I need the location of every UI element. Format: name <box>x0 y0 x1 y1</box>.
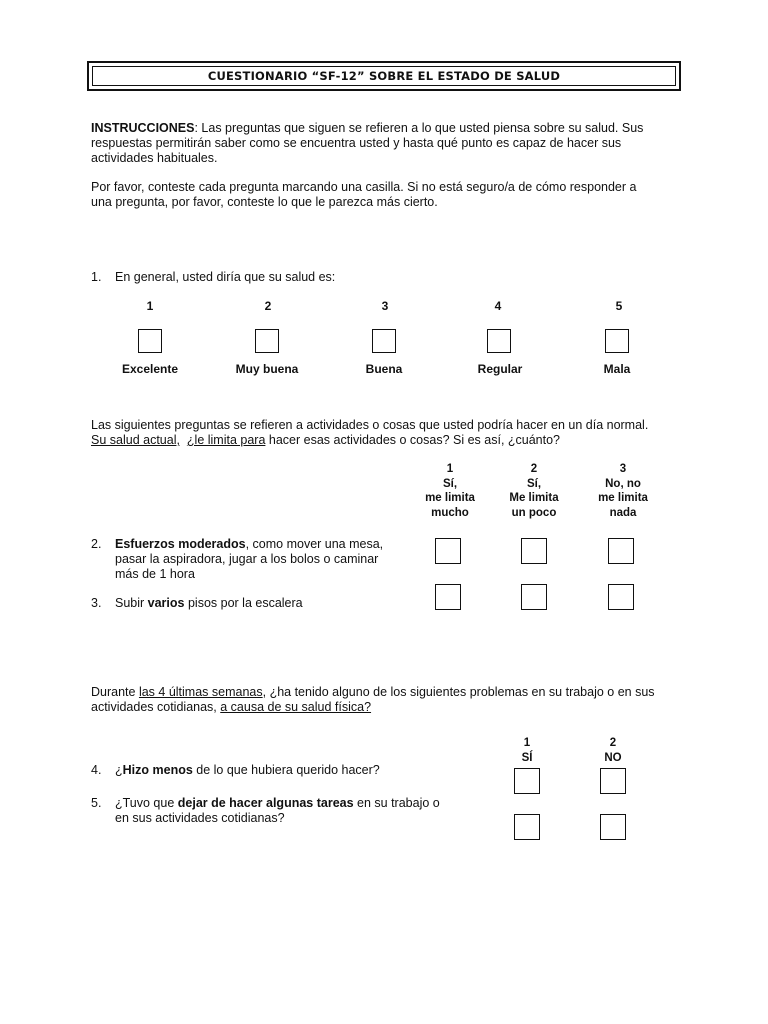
q5-checkbox-no[interactable] <box>600 814 626 840</box>
q5-text: ¿Tuvo que dejar de hacer algunas tareas en su trabajo o en sus actividades cotidianas? <box>115 796 440 825</box>
q2-number: 2. <box>91 537 102 551</box>
q1-text: En general, usted diría que su salud es: <box>115 270 336 284</box>
section2-header-2: 2 Sí, Me limita un poco <box>509 463 559 519</box>
q1-option-label: Regular <box>477 362 523 376</box>
section2-header-1: 1 Sí, me limita mucho <box>425 463 475 519</box>
q2-checkbox-3[interactable] <box>608 538 634 564</box>
q3-text: Subir varios pisos por la escalera <box>115 596 303 610</box>
q4-checkbox-no[interactable] <box>600 768 626 794</box>
q1-number: 1. <box>91 270 102 284</box>
q5-checkbox-si[interactable] <box>514 814 540 840</box>
q1-option-num: 5 <box>615 299 623 313</box>
q1-option-num: 4 <box>494 299 502 313</box>
q1-option-num: 1 <box>146 299 154 313</box>
q4-text: ¿Hizo menos de lo que hubiera querido hacer? <box>115 763 380 777</box>
section2-intro: Las siguientes preguntas se refieren a actividades o cosas que usted podría hacer en un día normal. Su salud actual, ¿le limita para hacer esas actividades o cosas? Si es así, ¿cuánto? <box>91 418 649 447</box>
q3-checkbox-1[interactable] <box>435 584 461 610</box>
page-title: CUESTIONARIO “SF-12” SOBRE EL ESTADO DE SALUD <box>92 66 676 86</box>
q1-checkbox-mala[interactable] <box>605 329 629 353</box>
q2-text: Esfuerzos moderados, como mover una mesa, pasar la aspiradora, jugar a los bolos o caminar más de 1 hora <box>115 537 384 581</box>
q3-number: 3. <box>91 596 102 610</box>
q4-checkbox-si[interactable] <box>514 768 540 794</box>
q1-option-label: Muy buena <box>235 362 299 376</box>
q1-option-label: Buena <box>365 362 403 376</box>
instructions-label: INSTRUCCIONES <box>91 121 195 135</box>
q3-checkbox-3[interactable] <box>608 584 634 610</box>
q1-checkbox-regular[interactable] <box>487 329 511 353</box>
favor-paragraph: Por favor, conteste cada pregunta marcando una casilla. Si no está seguro/a de cómo responder a una pregunta, por favor, conteste lo que le parezca más cierto. <box>91 180 637 209</box>
q5-number: 5. <box>91 796 102 810</box>
q2-checkbox-1[interactable] <box>435 538 461 564</box>
q4-number: 4. <box>91 763 102 777</box>
q1-checkbox-muy-buena[interactable] <box>255 329 279 353</box>
section2-header-3: 3 No, no me limita nada <box>598 463 648 519</box>
section3-intro: Durante las 4 últimas semanas, ¿ha tenido alguno de los siguientes problemas en su trabajo o en sus actividades cotidianas, a causa de su salud física? <box>91 685 655 714</box>
q1-option-num: 3 <box>381 299 389 313</box>
section3-header-no: 2 NO <box>604 737 622 764</box>
instructions-paragraph: INSTRUCCIONES: Las preguntas que siguen se refieren a lo que usted piensa sobre su salud. Sus respuestas permitirán saber como se encuentra usted y hasta qué punto es capaz de hacer sus actividades habituales. <box>91 121 644 165</box>
q3-checkbox-2[interactable] <box>521 584 547 610</box>
section3-header-si: 1 SÍ <box>521 737 533 764</box>
q2-checkbox-2[interactable] <box>521 538 547 564</box>
q1-option-label: Mala <box>603 362 631 376</box>
q1-option-num: 2 <box>264 299 272 313</box>
title-frame <box>87 61 681 91</box>
q1-option-label: Excelente <box>121 362 179 376</box>
q1-checkbox-excelente[interactable] <box>138 329 162 353</box>
q1-checkbox-buena[interactable] <box>372 329 396 353</box>
